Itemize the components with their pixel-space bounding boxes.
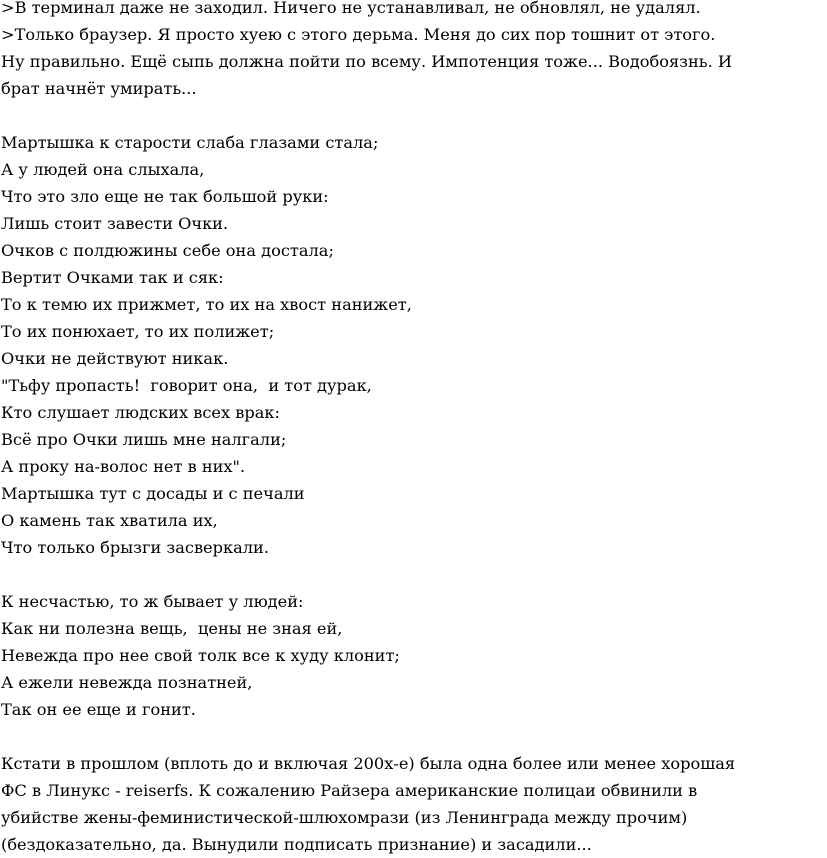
poem-line: То их понюхает, то их полижет; — [1, 322, 275, 341]
poem-line: Вертит Очками так и сяк: — [1, 268, 224, 287]
poem-line: Что это зло еще не так большой руки: — [1, 187, 329, 206]
poem-line: То к темю их прижмет, то их на хвост нанижет, — [1, 295, 412, 314]
poem-line: Что только брызги засверкали. — [1, 538, 269, 557]
poem-line: Мартышка к старости слаба глазами стала; — [1, 133, 379, 152]
poem-stanza-2 — [1, 588, 825, 723]
quote-line-terminal: >В терминал даже не заходил. Ничего не устанавливал, не обновлял, не удалял. — [1, 0, 701, 17]
post-body — [1, 0, 825, 858]
reply-line: Ну правильно. Ещё сыпь должна пойти по всему. Импотенция тоже... Водобоязнь. И — [1, 52, 733, 71]
poem-line: Так он ее еще и гонит. — [1, 700, 196, 719]
poem-line: Как ни полезна вещь, цены не зная ей, — [1, 619, 343, 638]
poem-line: К несчастью, то ж бывает у людей: — [1, 592, 304, 611]
outro-line: убийстве жены-феминистической-шлюхомрази (из Ленинграда между прочим) — [1, 808, 688, 827]
poem-line: А у людей она слыхала, — [1, 160, 205, 179]
blank-line — [1, 723, 825, 750]
poem-line: Лишь стоит завести Очки. — [1, 214, 229, 233]
outro-line: ФС в Линукс - reiserfs. К сожалению Райзера американские полицаи обвинили в — [1, 781, 698, 800]
reply-line: брат начнёт умирать... — [1, 79, 197, 98]
poem-line: Кто слушает людских всех врак: — [1, 403, 280, 422]
poem-line: А ежели невежда познатней, — [1, 673, 253, 692]
poem-line: А проку на-волос нет в них". — [1, 457, 246, 476]
poem-line: Всё про Очки лишь мне налгали; — [1, 430, 287, 449]
poem-stanza-1 — [1, 129, 825, 561]
outro-line: Кстати в прошлом (вплоть до и включая 200х-е) была одна более или менее хорошая — [1, 754, 736, 773]
blank-line — [1, 561, 825, 588]
poem-line: Очки не действуют никак. — [1, 349, 229, 368]
poem-line: Очков с полдюжины себе она достала; — [1, 241, 334, 260]
poem-line: "Тьфу пропасть! говорит она, и тот дурак, — [1, 376, 372, 395]
quote-line-browser: >Только браузер. Я просто хуею с этого дерьма. Меня до сих пор тошнит от этого. — [1, 25, 716, 44]
poem-line: Мартышка тут с досады и с печали — [1, 484, 305, 503]
blank-line — [1, 102, 825, 129]
poem-line: О камень так хватила их, — [1, 511, 218, 530]
outro-line: (бездоказательно, да. Вынудили подписать признание) и засадили... — [1, 835, 592, 854]
poem-line: Невежда про нее свой толк все к худу клонит; — [1, 646, 400, 665]
